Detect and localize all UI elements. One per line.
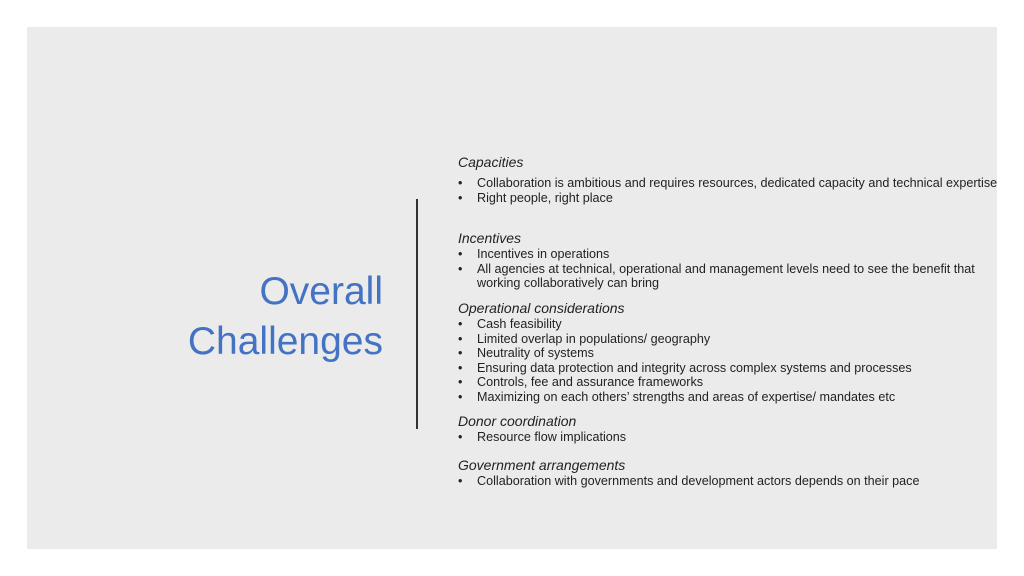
section-incentives bbox=[458, 230, 1018, 291]
bullet-item: • Cash feasibility bbox=[458, 317, 1018, 332]
section-heading: Operational considerations bbox=[458, 300, 625, 316]
bullet-list bbox=[458, 317, 1018, 404]
section-donor-coordination bbox=[458, 413, 1018, 445]
bullet-item: • Ensuring data protection and integrity across complex systems and processes bbox=[458, 361, 1018, 376]
bullet-item: • Neutrality of systems bbox=[458, 346, 1018, 361]
bullet-item: • All agencies at technical, operational and management levels need to see the benefit that working collaboratively can bring bbox=[458, 262, 1018, 291]
slide-title bbox=[27, 267, 383, 367]
bullet-list bbox=[458, 430, 1018, 445]
section-heading: Capacities bbox=[458, 154, 524, 170]
bullet-item: • Right people, right place bbox=[458, 191, 1018, 206]
bullet-item: • Resource flow implications bbox=[458, 430, 1018, 445]
bullet-item: • Controls, fee and assurance frameworks bbox=[458, 375, 1018, 390]
bullet-item: • Maximizing on each others’ strengths and areas of expertise/ mandates etc bbox=[458, 390, 1018, 405]
vertical-divider bbox=[416, 199, 418, 429]
section-heading: Donor coordination bbox=[458, 413, 577, 429]
bullet-item: • Collaboration is ambitious and requires resources, dedicated capacity and technical expertise bbox=[458, 176, 1018, 191]
slide-title-line-2: Challenges bbox=[187, 320, 383, 363]
bullet-item: • Limited overlap in populations/ geography bbox=[458, 332, 1018, 347]
section-operational-considerations bbox=[458, 300, 1018, 404]
bullet-item: • Collaboration with governments and development actors depends on their pace bbox=[458, 474, 1018, 489]
section-government-arrangements bbox=[458, 457, 1018, 489]
section-heading: Government arrangements bbox=[458, 457, 626, 473]
bullet-list bbox=[458, 247, 1018, 291]
slide bbox=[27, 27, 997, 549]
bullet-item: • Incentives in operations bbox=[458, 247, 1018, 262]
section-heading: Incentives bbox=[458, 230, 522, 246]
bullet-list bbox=[458, 176, 1018, 205]
slide-title-line-1: Overall bbox=[259, 270, 383, 313]
section-capacities bbox=[458, 154, 1018, 205]
bullet-list bbox=[458, 474, 1018, 489]
